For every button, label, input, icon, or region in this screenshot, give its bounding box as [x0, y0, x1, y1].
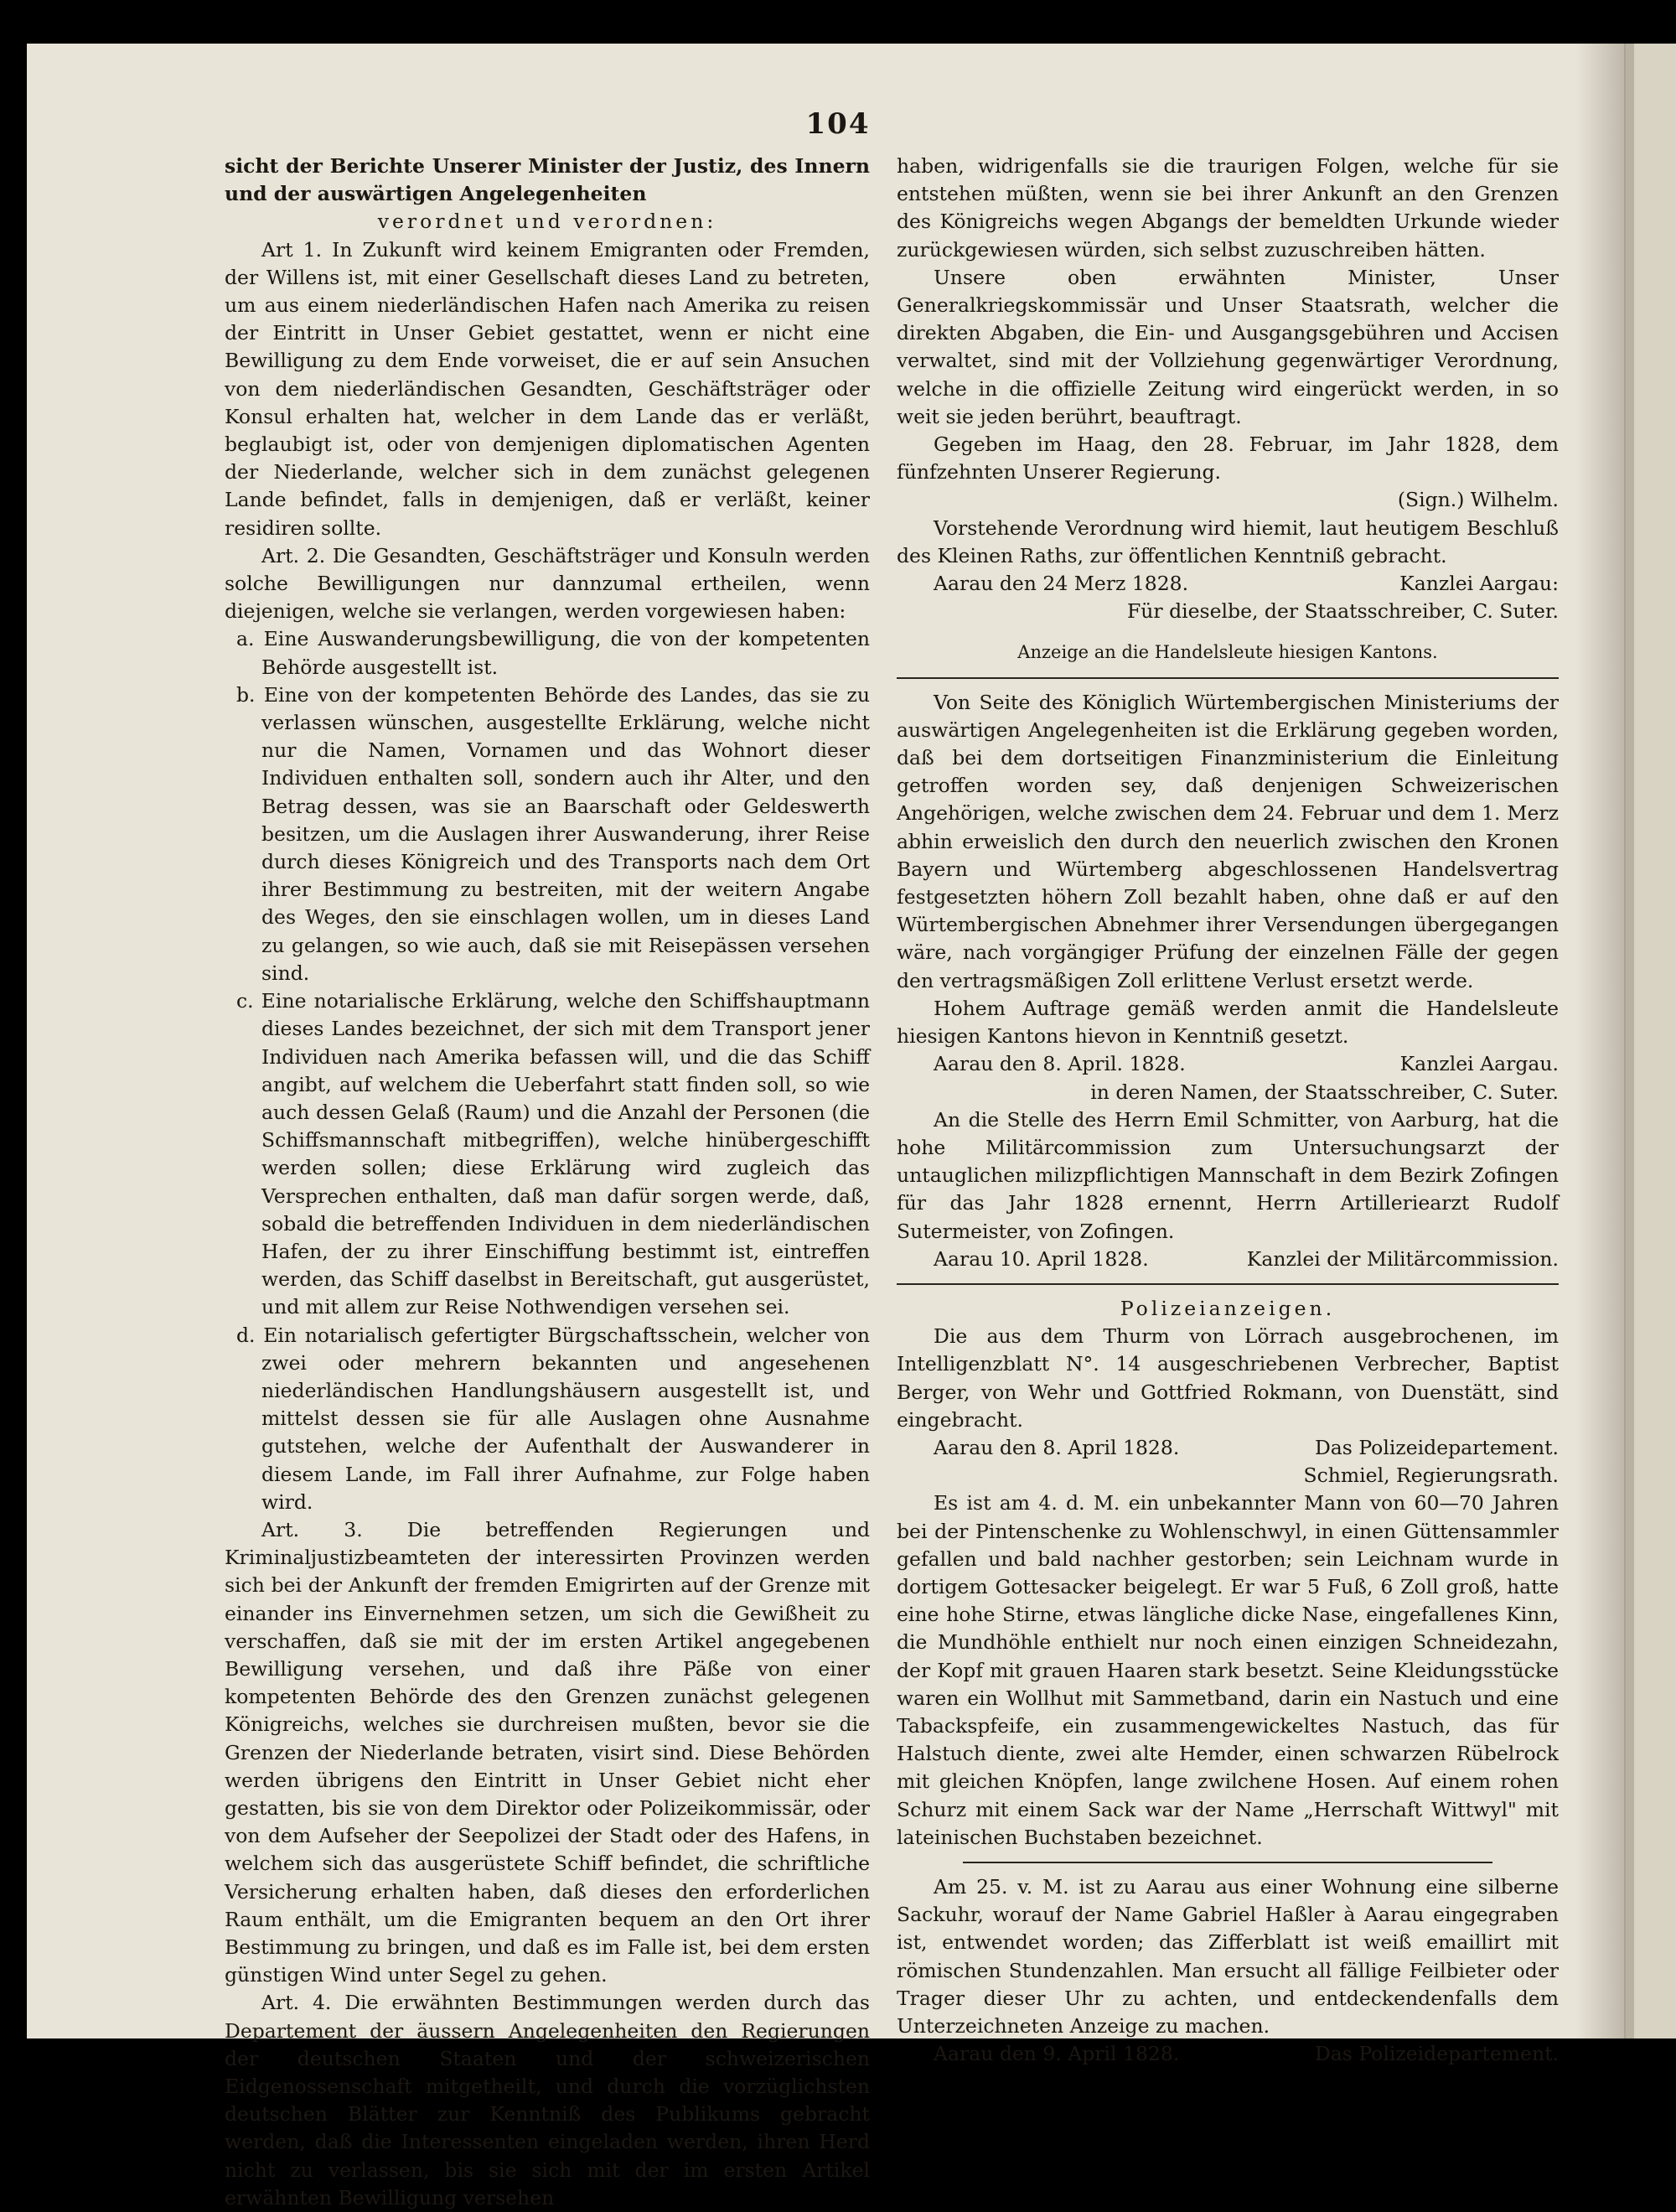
publication-paragraph: Vorstehende Verordnung wird hiemit, laut heutigem Beschluß des Kleinen Raths, zur öffentlichen Kenntniß gebracht.	[897, 515, 1559, 567]
dateline-5-date: Aarau den 9. April 1828.	[934, 2042, 1180, 2066]
article-3: Art. 3. Die betreffenden Regierungen und Kriminaljustizbeamteten der interessirten Provinzen werden sich bei der Ankunft der fremden Emigrirten auf der Grenze mit einander ins Einvernehmen setzen, um sich die Gewißheit zu verschaffen, daß sie mit der im ersten Artikel angegebenen Bewilligung versehen, und daß ihre Päße von einer kompetenten Behörde des den Grenzen zunächst gelegenen Königreichs, welches sie durchreisen mußten, bevor sie die Grenzen der Niederlande betraten, visirt sind. Diese Behörden werden übrigens den Eintritt in Unser Gebiet nicht eher gestatten, bis sie von dem Direktor oder Polizeikommissär, oder von dem Aufseher der Seepolizei der Stadt oder des Hafens, in welchem sich das ausgerüstete Schiff befindet, die schriftliche Versicherung erhalten haben, daß dieses den erforderlichen Raum enthält, um die Emigranten bequem an den Ort ihrer Bestimmung zu bringen, und daß es im Falle ist, bei dem ersten günstigen Wind unter Segel zu gehen.	[225, 1517, 870, 1987]
divider-2	[897, 1283, 1559, 1285]
dateline-3-office: Kanzlei der Militärcommission.	[1246, 1246, 1559, 1271]
article-2-item-c: c. Eine notarialische Erklärung, welche den Schiffshauptmann dieses Landes bezeichnet, der sich mit dem Transport jener Individuen nach Amerika befassen will, und die das Schiff angibt, auf welchem die Ueberfahrt statt finden soll, so wie auch dessen Gelaß (Raum) und die Anzahl der Personen (die Schiffsmannschaft mitbegriffen), welche hinübergeschifft werden sollen; diese Erklärung wird zugleich das Versprechen enthalten, daß man dafür sorgen werde, daß, sobald die betreffenden Individuen in dem niederländischen Hafen, der zu ihrer Einschiffung bestimmt ist, eintreffen werden, das Schiff daselbst in Bereitschaft, gut ausgerüstet, und mit allem zur Reise Nothwendigen versehen sei.	[236, 989, 870, 1319]
dateline-4-office: Das Polizeidepartement.	[1314, 1435, 1559, 1459]
dateline-3	[897, 1246, 1559, 1273]
dateline-5	[897, 2040, 1559, 2068]
notice-heading: Anzeige an die Handelsleute hiesigen Kantons.	[1017, 642, 1438, 663]
dateline-2-date: Aarau den 8. April. 1828.	[934, 1052, 1186, 1076]
signature-1: Für dieselbe, der Staatsschreiber, C. Suter.	[1126, 599, 1559, 624]
page-number: 104	[805, 107, 871, 141]
signature-4: Schmiel, Regierungsrath.	[1303, 1463, 1559, 1488]
police-heading: Polizeianzeigen.	[1120, 1296, 1336, 1320]
left-column	[225, 153, 870, 2212]
article-2-item-d: d. Ein notarialisch gefertigter Bürgschaftsschein, welcher von zwei oder mehrern bekannten und angesehenen niederländischen Handlungshäusern ausgestellt ist, und mittelst dessen sie für alle Auslagen ohne Ausnahme gutstehen, welche der Aufenthalt der Auswanderer in diesem Lande, im Fall ihrer Aufnahme, zur Folge haben wird.	[236, 1323, 870, 1514]
next-page-edge	[1634, 44, 1676, 2038]
divider-1	[897, 677, 1559, 679]
article-4: Art. 4. Die erwähnten Bestimmungen werden durch das Departement der äussern Angelegenheiten den Regierungen der deutschen Staaten und der schweizerischen Eidgenossenschaft mitgetheilt, und durch die vorzüglichsten deutschen Blätter zur Kenntniß des Publikums gebracht werden, daß die Interessenten eingeladen werden, ihren Herd nicht zu verlassen, bis sie sich mit der im ersten Artikel erwähnten Bewilligung versehen	[225, 1991, 870, 2209]
ministers-paragraph: Unsere oben erwähnten Minister, Unser Generalkriegskommissär und Unser Staatsrath, welcher die direkten Abgaben, die Ein- und Ausgangsgebühren und Accisen verwaltet, sind mit der Vollziehung gegenwärtiger Verordnung, welche in die offizielle Zeitung wird eingerückt werden, in so weit sie jeden berührt, beauftragt.	[897, 265, 1559, 428]
dateline-4	[897, 1434, 1559, 1462]
given-paragraph: Gegeben im Haag, den 28. Februar, im Jahr 1828, dem fünfzehnten Unserer Regierung.	[897, 433, 1559, 484]
right-column	[897, 153, 1559, 2068]
dateline-1	[897, 570, 1559, 598]
signature-2: in deren Namen, der Staatsschreiber, C. Suter.	[1090, 1080, 1559, 1104]
decree-heading: verordnet und verordnen:	[377, 210, 717, 234]
signature-wilhelm: (Sign.) Wilhelm.	[1397, 488, 1559, 512]
article-1: Art 1. In Zukunft wird keinem Emigranten oder Fremden, der Willens ist, mit einer Gesellschaft dieses Land zu betreten, um aus einem niederländischen Hafen nach Amerika zu reisen der Eintritt in Unser Gebiet gestattet, wenn er nicht eine Bewilligung zu dem Ende vorweiset, die er auf sein Ansuchen von dem niederländischen Gesandten, Geschäftsträger oder Konsul erhalten hat, welcher in dem Lande das er verläßt, beglaubigt ist, oder von demjenigen diplomatischen Agenten der Niederlande, welcher sich in dem zunächst gelegenen Lande befindet, falls in demjenigen, daß er verläßt, keiner residiren sollte.	[225, 237, 870, 540]
dateline-3-date: Aarau 10. April 1828.	[934, 1246, 1149, 1271]
notice-paragraph: Von Seite des Königlich Würtembergischen Ministeriums der auswärtigen Angelegenheiten ist die Erklärung gegeben worden, daß bei dem dortseitigen Finanzministerium die Einleitung getroffen worden sey, daß denjenigen Schweizerischen Angehörigen, welche zwischen dem 24. Februar und dem 1. Merz abhin erweislich den durch den neuerlich zwischen den Kronen Bayern und Würtemberg abgeschlossenen Handelsvertrag festgesetzten höhern Zoll bezahlt haben, ohne daß er auf den Würtembergischen Abnehmer ihrer Versendungen übergegangen wäre, nach vorgängiger Prüfung der einzelnen Fälle der gegen den vertragsmäßigen Zoll erlittene Verlust ersetzt werde.	[897, 690, 1559, 992]
page-fold-shading	[1575, 44, 1626, 2038]
dateline-2	[897, 1050, 1559, 1078]
intro-text: sicht der Berichte Unserer Minister der Justiz, des Innern und der auswärtigen Angelegenheiten	[225, 154, 870, 206]
police-notice-3: Am 25. v. M. ist zu Aarau aus einer Wohnung eine silberne Sackuhr, worauf der Name Gabriel Haßler à Aarau eingegraben ist, entwendet worden; das Zifferblatt ist weiß emaillirt mit römischen Stundenzahlen. Man ersucht all fällige Feilbieter oder Trager dieser Uhr zu achten, und entdeckendenfalls dem Unterzeichneten Anzeige zu machen.	[897, 1874, 1559, 2038]
police-notice-1: Die aus dem Thurm von Lörrach ausgebrochenen, im Intelligenzblatt N°. 14 ausgeschriebenen Verbrecher, Baptist Berger, von Wehr und Gottfried Rokmann, von Duenstätt, sind eingebracht.	[897, 1324, 1559, 1432]
divider-3	[963, 1862, 1492, 1863]
article-2-item-a: a. Eine Auswanderungsbewilligung, die von der kompetenten Behörde ausgestellt ist.	[236, 627, 870, 679]
article-2: Art. 2. Die Gesandten, Geschäftsträger und Konsuln werden solche Bewilligungen nur dannzumal ertheilen, wenn diejenigen, welche sie verlangen, werden vorgewiesen haben:	[225, 543, 870, 624]
dateline-1-office: Kanzlei Aargau:	[1399, 572, 1559, 596]
dateline-1-date: Aarau den 24 Merz 1828.	[934, 572, 1189, 596]
police-notice-2: Es ist am 4. d. M. ein unbekannter Mann von 60—70 Jahren bei der Pintenschenke zu Wohlenschwyl, in einen Güttensammler gefallen und bald nachher gestorben; sein Leichnam wurde in dortigem Gottesacker beigelegt. Er war 5 Fuß, 6 Zoll groß, hatte eine hohe Stirne, etwas längliche dicke Nase, eingefallenes Kinn, die Mundhöhle enthielt nur noch einen einzigen Schneidezahn, der Kopf mit grauen Haaren stark besetzt. Seine Kleidungsstücke waren ein Wollhut mit Sammetband, darin ein Nastuch und eine Tabackspfeife, ein zusammengewickeltes Nastuch, das für Halstuch diente, zwei alte Hemder, einen schwarzen Rübelrock mit gleichen Knöpfen, lange zwilchene Hosen. Auf einem rohen Schurz mit einem Sack war der Name „Herrschaft Wittwyl" mit lateinischen Buchstaben bezeichnet.	[897, 1491, 1559, 1849]
notice-order: Hohem Auftrage gemäß werden anmit die Handelsleute hiesigen Kantons hievon in Kenntniß gesetzt.	[897, 996, 1559, 1049]
article-2-item-b: b. Eine von der kompetenten Behörde des Landes, das sie zu verlassen wünschen, ausgestellte Erklärung, welche nicht nur die Namen, Vornamen und das Wohnort dieser Individuen enthalten soll, sondern auch ihr Alter, und den Betrag dessen, was sie an Baarschaft oder Geldeswerth besitzen, um die Auslagen ihrer Auswanderung, ihrer Reise durch dieses Königreich und des Transports nach dem Ort ihrer Bestimmung zu bestreiten, mit der weitern Angabe des Weges, den sie einschlagen wollen, um in dieses Land zu gelangen, so wie auch, daß sie mit Reisepässen versehen sind.	[236, 682, 870, 985]
dateline-4-date: Aarau den 8. April 1828.	[934, 1435, 1180, 1459]
dateline-5-office: Das Polizeidepartement.	[1314, 2042, 1559, 2066]
article-4-continuation: haben, widrigenfalls sie die traurigen Folgen, welche für sie entstehen müßten, wenn sie bei ihrer Ankunft an den Grenzen des Königreichs wegen Abgangs der bemeldten Urkunde wieder zurückgewiesen würden, sich selbst zuzuschreiben hätten.	[897, 154, 1559, 262]
military-paragraph: An die Stelle des Herrn Emil Schmitter, von Aarburg, hat die hohe Militärcommission zum Untersuchungsarzt der untauglichen milizpflichtigen Mannschaft in dem Bezirk Zofingen für das Jahr 1828 ernennt, Herrn Artilleriearzt Rudolf Sutermeister, von Zofingen.	[897, 1107, 1559, 1243]
dateline-2-office: Kanzlei Aargau.	[1399, 1052, 1559, 1076]
